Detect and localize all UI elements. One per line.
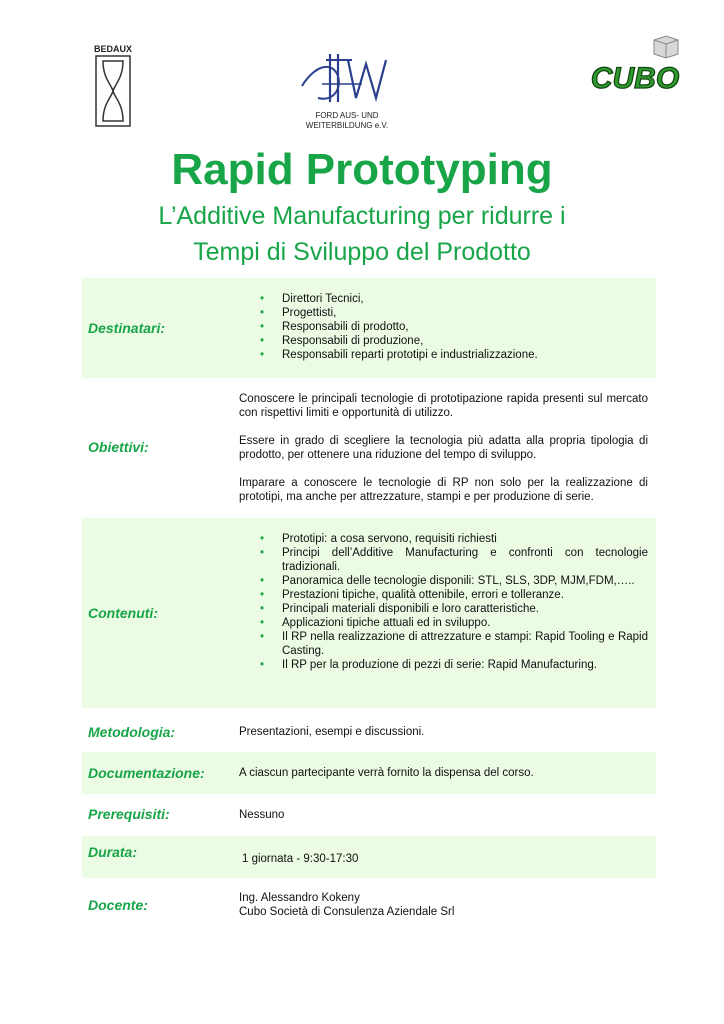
docente-name: Ing. Alessandro Kokeny	[239, 892, 360, 904]
metodologia-text: Presentazioni, esempi e discussioni.	[239, 726, 425, 738]
cubo-logo	[588, 34, 684, 100]
section-prerequisiti	[82, 797, 656, 831]
section-label: Docente:	[88, 897, 148, 913]
bedaux-logo-text: BEDAUX	[93, 44, 133, 54]
section-documentazione	[82, 752, 656, 794]
list-item: • Applicazioni tipiche attuali ed in sviluppo.	[239, 616, 648, 630]
durata-text: 1 giornata - 9:30-17:30	[242, 853, 359, 865]
list-item: • Responsabili di produzione,	[239, 334, 648, 348]
page-title: Rapid Prototyping	[171, 145, 553, 194]
contenuti-list	[239, 532, 648, 672]
list-item: • Prestazioni tipiche, qualità ottenibile, errori e tolleranze.	[239, 588, 648, 602]
docente-company: Cubo Società di Consulenza Aziendale Srl	[239, 906, 455, 918]
section-label: Destinatari:	[88, 320, 166, 336]
section-durata	[82, 836, 656, 878]
section-obiettivi	[82, 382, 656, 512]
section-label: Obiettivi:	[88, 439, 149, 455]
cubo-logo-text: CUBO	[590, 62, 680, 95]
subtitle-line-2: Tempi di Sviluppo del Prodotto	[193, 238, 531, 266]
obiettivi-paragraph: Essere in grado di scegliere la tecnologia più adatta alla propria tipologia di prodotto, per ottenere una riduzione del tempo di sviluppo.	[239, 435, 648, 461]
list-item: • Responsabili reparti prototipi e industrializzazione.	[239, 348, 648, 362]
section-contenuti	[82, 518, 656, 708]
section-label: Contenuti:	[88, 605, 158, 621]
destinatari-list	[239, 292, 648, 362]
faw-logo	[292, 46, 402, 134]
section-label: Documentazione:	[88, 765, 205, 781]
section-label: Prerequisiti:	[88, 806, 170, 822]
list-item: • Il RP per la produzione di pezzi di serie: Rapid Manufacturing.	[239, 658, 648, 672]
list-item: • Direttori Tecnici,	[239, 292, 648, 306]
section-metodologia	[82, 714, 656, 750]
list-item: • Responsabili di prodotto,	[239, 320, 648, 334]
logo-bar	[0, 0, 724, 140]
section-label: Metodologia:	[88, 724, 176, 740]
list-item: • Progettisti,	[239, 306, 648, 320]
list-item: • Il RP nella realizzazione di attrezzature e stampi: Rapid Tooling e Rapid Casting.	[239, 630, 648, 658]
section-docente	[82, 882, 656, 928]
title-block	[0, 142, 724, 270]
faw-logo-line1: FORD AUS- UND	[315, 111, 379, 120]
obiettivi-paragraph: Conoscere le principali tecnologie di prototipazione rapida presenti sul mercato con rispettivi limiti e opportunità di utilizzo.	[239, 393, 648, 419]
bedaux-logo	[93, 42, 133, 128]
prerequisiti-text: Nessuno	[239, 809, 285, 821]
obiettivi-paragraph: Imparare a conoscere le tecnologie di RP non solo per la realizzazione di prototipi, ma anche per attrezzature, stampi e per produzione di serie.	[239, 477, 648, 503]
section-destinatari	[82, 278, 656, 378]
documentazione-text: A ciascun partecipante verrà fornito la dispensa del corso.	[239, 767, 534, 779]
list-item: • Principi dell’Additive Manufacturing e confronti con tecnologie tradizionali.	[239, 546, 648, 574]
faw-logo-line2: WEITERBILDUNG e.V.	[305, 121, 389, 130]
subtitle-line-1: L’Additive Manufacturing per ridurre i	[158, 202, 566, 230]
section-label: Durata:	[88, 843, 138, 860]
list-item: • Panoramica delle tecnologie disponili: STL, SLS, 3DP, MJM,FDM,…..	[239, 574, 648, 588]
list-item: • Principali materiali disponibili e loro caratteristiche.	[239, 602, 648, 616]
list-item: • Prototipi: a cosa servono, requisiti richiesti	[239, 532, 648, 546]
